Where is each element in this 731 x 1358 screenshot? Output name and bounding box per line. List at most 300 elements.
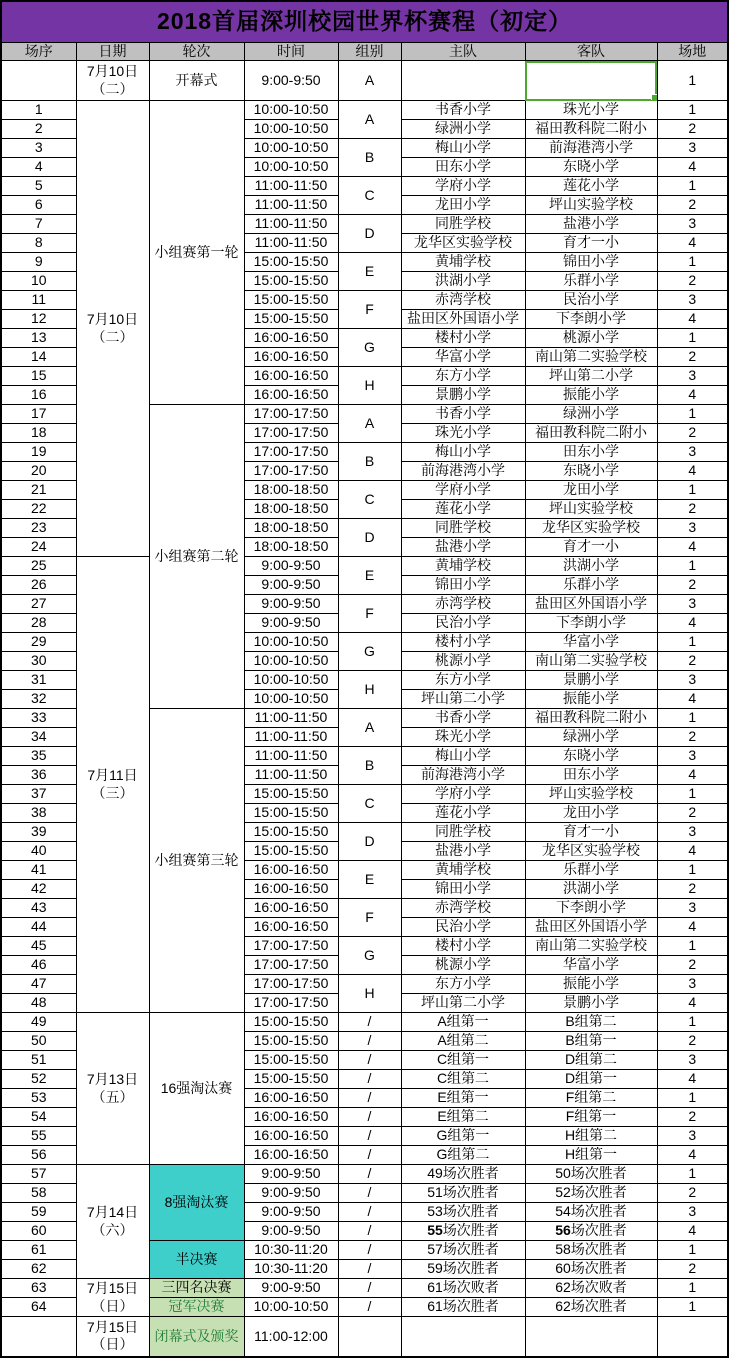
cell-group[interactable]: G [338, 937, 401, 975]
cell-time[interactable]: 10:30-11:20 [244, 1241, 338, 1260]
cell-venue[interactable]: 3 [657, 899, 728, 918]
cell-time[interactable]: 10:00-10:50 [244, 101, 338, 120]
cell-no[interactable]: 21 [1, 481, 76, 500]
cell-group[interactable]: G [338, 633, 401, 671]
cell-venue[interactable]: 3 [657, 1203, 728, 1222]
cell-time[interactable]: 17:00-17:50 [244, 975, 338, 994]
cell-time[interactable]: 11:00-11:50 [244, 215, 338, 234]
cell-time[interactable]: 15:00-15:50 [244, 842, 338, 861]
cell-time[interactable]: 15:00-15:50 [244, 785, 338, 804]
cell-no[interactable]: 14 [1, 348, 76, 367]
cell-time[interactable]: 10:00-10:50 [244, 120, 338, 139]
cell-venue[interactable]: 2 [657, 120, 728, 139]
cell-group[interactable]: B [338, 443, 401, 481]
cell-away[interactable]: 南山第二实验学校 [525, 348, 657, 367]
cell-home[interactable]: 盐港小学 [401, 842, 525, 861]
cell-home[interactable]: 同胜学校 [401, 215, 525, 234]
cell-group[interactable]: / [338, 1241, 401, 1260]
cell-no[interactable]: 54 [1, 1108, 76, 1127]
cell-no[interactable]: 25 [1, 557, 76, 576]
cell-no[interactable]: 50 [1, 1032, 76, 1051]
cell-no[interactable]: 58 [1, 1184, 76, 1203]
cell-home[interactable]: 梅山小学 [401, 443, 525, 462]
cell-away[interactable]: 乐群小学 [525, 576, 657, 595]
cell-away[interactable]: 田东小学 [525, 766, 657, 785]
cell-venue[interactable]: 1 [657, 177, 728, 196]
cell-no[interactable]: 49 [1, 1013, 76, 1032]
cell-round[interactable]: 半决赛 [149, 1241, 244, 1279]
cell-no[interactable]: 36 [1, 766, 76, 785]
cell-home[interactable]: 东方小学 [401, 975, 525, 994]
cell-venue[interactable]: 1 [657, 405, 728, 424]
cell-group[interactable]: / [338, 1127, 401, 1146]
cell-time[interactable]: 9:00-9:50 [244, 595, 338, 614]
cell-time[interactable]: 18:00-18:50 [244, 538, 338, 557]
cell-home[interactable] [401, 1317, 525, 1357]
cell-home[interactable]: 61场次败者 [401, 1279, 525, 1298]
cell-round[interactable]: 小组赛第二轮 [149, 405, 244, 709]
cell-away[interactable]: 58场次胜者 [525, 1241, 657, 1260]
cell-time[interactable]: 10:00-10:50 [244, 690, 338, 709]
cell-no[interactable]: 60 [1, 1222, 76, 1241]
cell-round[interactable]: 开幕式 [149, 61, 244, 101]
cell-date[interactable]: 7月15日（日） [76, 1317, 149, 1357]
cell-venue[interactable]: 3 [657, 1127, 728, 1146]
cell-home[interactable]: 坪山第二小学 [401, 994, 525, 1013]
cell-time[interactable]: 18:00-18:50 [244, 481, 338, 500]
header-group[interactable]: 组别 [338, 43, 401, 61]
cell-home[interactable]: 龙田小学 [401, 196, 525, 215]
cell-away[interactable]: 福田教科院二附小 [525, 709, 657, 728]
cell-home[interactable]: 民治小学 [401, 918, 525, 937]
cell-away[interactable]: 景鹏小学 [525, 671, 657, 690]
cell-no[interactable]: 9 [1, 253, 76, 272]
cell-venue[interactable]: 3 [657, 139, 728, 158]
cell-venue[interactable]: 3 [657, 367, 728, 386]
cell-home[interactable]: 53场次胜者 [401, 1203, 525, 1222]
cell-home[interactable]: 珠光小学 [401, 728, 525, 747]
cell-group[interactable]: / [338, 1013, 401, 1032]
cell-away[interactable]: B组第二 [525, 1013, 657, 1032]
cell-away[interactable]: 盐田区外国语小学 [525, 918, 657, 937]
cell-date[interactable]: 7月10日（二） [76, 61, 149, 101]
cell-time[interactable]: 10:00-10:50 [244, 139, 338, 158]
cell-home[interactable]: 黄埔学校 [401, 861, 525, 880]
cell-away[interactable]: 60场次胜者 [525, 1260, 657, 1279]
cell-group[interactable]: D [338, 519, 401, 557]
cell-venue[interactable]: 2 [657, 880, 728, 899]
cell-group[interactable]: B [338, 747, 401, 785]
cell-time[interactable]: 17:00-17:50 [244, 956, 338, 975]
cell-venue[interactable]: 3 [657, 975, 728, 994]
cell-no[interactable]: 47 [1, 975, 76, 994]
cell-time[interactable]: 15:00-15:50 [244, 1051, 338, 1070]
cell-away[interactable]: 洪湖小学 [525, 880, 657, 899]
cell-no[interactable]: 24 [1, 538, 76, 557]
cell-no[interactable]: 2 [1, 120, 76, 139]
cell-away[interactable]: 育才一小 [525, 538, 657, 557]
cell-away[interactable]: 民治小学 [525, 291, 657, 310]
cell-date[interactable]: 7月14日（六） [76, 1165, 149, 1279]
cell-date[interactable]: 7月11日（三） [76, 557, 149, 1013]
cell-no[interactable]: 28 [1, 614, 76, 633]
cell-no[interactable]: 26 [1, 576, 76, 595]
cell-home[interactable]: 前海港湾小学 [401, 766, 525, 785]
cell-time[interactable]: 15:00-15:50 [244, 1032, 338, 1051]
cell-no[interactable]: 63 [1, 1279, 76, 1298]
cell-home[interactable]: A组第一 [401, 1013, 525, 1032]
cell-away[interactable]: 坪山实验学校 [525, 785, 657, 804]
cell-no[interactable]: 20 [1, 462, 76, 481]
cell-venue[interactable]: 3 [657, 595, 728, 614]
cell-away[interactable]: 莲花小学 [525, 177, 657, 196]
cell-home[interactable]: G组第一 [401, 1127, 525, 1146]
cell-home[interactable]: A组第二 [401, 1032, 525, 1051]
cell-home[interactable]: 59场次胜者 [401, 1260, 525, 1279]
cell-away[interactable]: 乐群小学 [525, 861, 657, 880]
cell-group[interactable]: B [338, 139, 401, 177]
cell-away[interactable]: 乐群小学 [525, 272, 657, 291]
cell-group[interactable]: / [338, 1032, 401, 1051]
cell-time[interactable]: 9:00-9:50 [244, 1184, 338, 1203]
cell-away[interactable]: 下李朗小学 [525, 899, 657, 918]
cell-group[interactable]: F [338, 595, 401, 633]
cell-venue[interactable]: 2 [657, 272, 728, 291]
page-title[interactable]: 2018首届深圳校园世界杯赛程（初定） [1, 1, 728, 43]
cell-no[interactable]: 41 [1, 861, 76, 880]
cell-venue[interactable]: 2 [657, 424, 728, 443]
cell-group[interactable]: F [338, 899, 401, 937]
cell-round[interactable]: 8强淘汰赛 [149, 1165, 244, 1241]
cell-away[interactable]: 东晓小学 [525, 747, 657, 766]
cell-time[interactable]: 16:00-16:50 [244, 880, 338, 899]
cell-no[interactable]: 8 [1, 234, 76, 253]
cell-away[interactable] [525, 1317, 657, 1357]
cell-away[interactable]: 龙华区实验学校 [525, 519, 657, 538]
cell-home[interactable]: G组第二 [401, 1146, 525, 1165]
cell-time[interactable]: 16:00-16:50 [244, 1089, 338, 1108]
cell-away[interactable]: 锦田小学 [525, 253, 657, 272]
cell-no[interactable]: 35 [1, 747, 76, 766]
cell-time[interactable]: 15:00-15:50 [244, 1070, 338, 1089]
cell-time[interactable]: 16:00-16:50 [244, 861, 338, 880]
cell-away[interactable]: 56场次胜者 [525, 1222, 657, 1241]
cell-round[interactable]: 三四名决赛 [149, 1279, 244, 1298]
cell-time[interactable]: 16:00-16:50 [244, 1108, 338, 1127]
cell-venue[interactable]: 4 [657, 462, 728, 481]
cell-home[interactable]: 梅山小学 [401, 139, 525, 158]
header-time[interactable]: 时间 [244, 43, 338, 61]
cell-venue[interactable]: 3 [657, 443, 728, 462]
cell-time[interactable]: 16:00-16:50 [244, 918, 338, 937]
cell-group[interactable]: H [338, 975, 401, 1013]
cell-away[interactable]: 坪山第二小学 [525, 367, 657, 386]
cell-group[interactable]: A [338, 61, 401, 101]
cell-away[interactable]: 龙田小学 [525, 804, 657, 823]
cell-no[interactable]: 15 [1, 367, 76, 386]
cell-venue[interactable]: 4 [657, 918, 728, 937]
cell-home[interactable]: 民治小学 [401, 614, 525, 633]
cell-away[interactable]: 50场次胜者 [525, 1165, 657, 1184]
cell-away[interactable]: 田东小学 [525, 443, 657, 462]
cell-away[interactable]: 盐田区外国语小学 [525, 595, 657, 614]
cell-group[interactable]: / [338, 1089, 401, 1108]
cell-home[interactable]: 龙华区实验学校 [401, 234, 525, 253]
cell-time[interactable]: 17:00-17:50 [244, 937, 338, 956]
cell-no[interactable]: 11 [1, 291, 76, 310]
cell-group[interactable]: E [338, 861, 401, 899]
cell-home[interactable]: 莲花小学 [401, 804, 525, 823]
cell-home[interactable]: 书香小学 [401, 709, 525, 728]
cell-home[interactable]: 梅山小学 [401, 747, 525, 766]
cell-no[interactable]: 56 [1, 1146, 76, 1165]
cell-away[interactable]: 东晓小学 [525, 158, 657, 177]
cell-no[interactable]: 51 [1, 1051, 76, 1070]
cell-venue[interactable]: 4 [657, 766, 728, 785]
cell-away[interactable]: 景鹏小学 [525, 994, 657, 1013]
cell-group[interactable]: H [338, 671, 401, 709]
cell-no[interactable]: 31 [1, 671, 76, 690]
cell-time[interactable]: 16:00-16:50 [244, 899, 338, 918]
cell-venue[interactable]: 3 [657, 747, 728, 766]
cell-time[interactable]: 16:00-16:50 [244, 367, 338, 386]
cell-away[interactable]: H组第一 [525, 1146, 657, 1165]
cell-group[interactable]: C [338, 177, 401, 215]
cell-venue[interactable]: 4 [657, 158, 728, 177]
cell-home[interactable]: 盐港小学 [401, 538, 525, 557]
cell-away[interactable]: 南山第二实验学校 [525, 652, 657, 671]
cell-time[interactable]: 10:00-10:50 [244, 633, 338, 652]
cell-no[interactable]: 53 [1, 1089, 76, 1108]
cell-away[interactable]: 下李朗小学 [525, 614, 657, 633]
cell-group[interactable]: E [338, 253, 401, 291]
cell-time[interactable]: 11:00-11:50 [244, 177, 338, 196]
cell-no[interactable]: 61 [1, 1241, 76, 1260]
cell-venue[interactable]: 4 [657, 614, 728, 633]
cell-no[interactable]: 37 [1, 785, 76, 804]
cell-time[interactable]: 11:00-11:50 [244, 766, 338, 785]
cell-time[interactable]: 11:00-11:50 [244, 747, 338, 766]
cell-home[interactable]: C组第二 [401, 1070, 525, 1089]
cell-group[interactable]: A [338, 405, 401, 443]
cell-home[interactable]: 楼村小学 [401, 937, 525, 956]
cell-no[interactable]: 22 [1, 500, 76, 519]
cell-home[interactable]: 锦田小学 [401, 880, 525, 899]
cell-venue[interactable]: 2 [657, 956, 728, 975]
cell-venue[interactable]: 3 [657, 519, 728, 538]
cell-away[interactable]: 华富小学 [525, 956, 657, 975]
cell-time[interactable]: 10:00-10:50 [244, 652, 338, 671]
cell-venue[interactable]: 1 [657, 1013, 728, 1032]
cell-away[interactable]: 福田教科院二附小 [525, 120, 657, 139]
cell-venue[interactable]: 1 [657, 1241, 728, 1260]
cell-group[interactable]: / [338, 1222, 401, 1241]
cell-group[interactable]: A [338, 101, 401, 139]
cell-time[interactable]: 15:00-15:50 [244, 253, 338, 272]
cell-time[interactable]: 9:00-9:50 [244, 614, 338, 633]
cell-time[interactable]: 17:00-17:50 [244, 405, 338, 424]
cell-home[interactable]: 盐田区外国语小学 [401, 310, 525, 329]
cell-away[interactable]: 振能小学 [525, 975, 657, 994]
header-no[interactable]: 场序 [1, 43, 76, 61]
cell-venue[interactable]: 2 [657, 652, 728, 671]
cell-time[interactable]: 11:00-11:50 [244, 728, 338, 747]
cell-venue[interactable]: 1 [657, 937, 728, 956]
cell-round[interactable]: 小组赛第三轮 [149, 709, 244, 1013]
cell-time[interactable]: 15:00-15:50 [244, 804, 338, 823]
cell-home[interactable]: 同胜学校 [401, 519, 525, 538]
cell-group[interactable]: D [338, 823, 401, 861]
cell-venue[interactable]: 1 [657, 1298, 728, 1317]
cell-time[interactable]: 11:00-11:50 [244, 234, 338, 253]
cell-group[interactable]: A [338, 709, 401, 747]
cell-away[interactable]: 盐港小学 [525, 215, 657, 234]
cell-venue[interactable]: 3 [657, 1051, 728, 1070]
cell-venue[interactable]: 4 [657, 1222, 728, 1241]
cell-group[interactable]: / [338, 1165, 401, 1184]
cell-venue[interactable]: 4 [657, 538, 728, 557]
cell-venue[interactable]: 2 [657, 500, 728, 519]
cell-no[interactable]: 29 [1, 633, 76, 652]
cell-venue[interactable]: 1 [657, 253, 728, 272]
cell-away[interactable]: 育才一小 [525, 823, 657, 842]
cell-group[interactable]: / [338, 1279, 401, 1298]
cell-group[interactable]: / [338, 1298, 401, 1317]
header-home[interactable]: 主队 [401, 43, 525, 61]
cell-venue[interactable]: 2 [657, 1184, 728, 1203]
cell-home[interactable]: 同胜学校 [401, 823, 525, 842]
cell-no[interactable]: 44 [1, 918, 76, 937]
cell-group[interactable]: / [338, 1108, 401, 1127]
cell-venue[interactable]: 4 [657, 690, 728, 709]
cell-time[interactable]: 10:00-10:50 [244, 158, 338, 177]
cell-venue[interactable]: 2 [657, 1032, 728, 1051]
cell-away[interactable]: 桃源小学 [525, 329, 657, 348]
cell-home[interactable]: 书香小学 [401, 405, 525, 424]
cell-venue[interactable]: 1 [657, 633, 728, 652]
cell-time[interactable]: 15:00-15:50 [244, 291, 338, 310]
cell-home[interactable]: E组第一 [401, 1089, 525, 1108]
cell-no[interactable]: 62 [1, 1260, 76, 1279]
cell-home[interactable]: 57场次胜者 [401, 1241, 525, 1260]
cell-no[interactable]: 45 [1, 937, 76, 956]
cell-away[interactable]: 龙华区实验学校 [525, 842, 657, 861]
header-away[interactable]: 客队 [525, 43, 657, 61]
cell-home[interactable]: 赤湾学校 [401, 595, 525, 614]
cell-time[interactable]: 15:00-15:50 [244, 1013, 338, 1032]
cell-away[interactable]: 54场次胜者 [525, 1203, 657, 1222]
cell-venue[interactable]: 1 [657, 101, 728, 120]
cell-home[interactable]: 东方小学 [401, 671, 525, 690]
cell-home[interactable]: 赤湾学校 [401, 291, 525, 310]
cell-away[interactable]: 绿洲小学 [525, 728, 657, 747]
cell-away[interactable]: 坪山实验学校 [525, 196, 657, 215]
cell-no[interactable] [1, 1317, 76, 1357]
cell-home[interactable]: 学府小学 [401, 177, 525, 196]
cell-no[interactable]: 12 [1, 310, 76, 329]
cell-time[interactable]: 11:00-12:00 [244, 1317, 338, 1357]
cell-group[interactable]: H [338, 367, 401, 405]
cell-time[interactable]: 15:00-15:50 [244, 823, 338, 842]
cell-time[interactable]: 15:00-15:50 [244, 310, 338, 329]
cell-venue[interactable]: 2 [657, 196, 728, 215]
cell-home[interactable]: 前海港湾小学 [401, 462, 525, 481]
cell-no[interactable]: 3 [1, 139, 76, 158]
cell-venue[interactable]: 2 [657, 576, 728, 595]
cell-venue[interactable]: 2 [657, 348, 728, 367]
cell-venue[interactable]: 4 [657, 386, 728, 405]
cell-venue[interactable]: 1 [657, 1165, 728, 1184]
cell-away[interactable]: F组第一 [525, 1108, 657, 1127]
cell-time[interactable]: 9:00-9:50 [244, 1222, 338, 1241]
cell-no[interactable]: 40 [1, 842, 76, 861]
cell-home[interactable]: 61场次胜者 [401, 1298, 525, 1317]
cell-no[interactable]: 57 [1, 1165, 76, 1184]
cell-venue[interactable]: 1 [657, 709, 728, 728]
cell-time[interactable]: 9:00-9:50 [244, 1203, 338, 1222]
cell-away[interactable]: 福田教科院二附小 [525, 424, 657, 443]
cell-away[interactable]: 振能小学 [525, 386, 657, 405]
cell-no[interactable]: 52 [1, 1070, 76, 1089]
cell-home[interactable]: 书香小学 [401, 101, 525, 120]
cell-home[interactable]: 楼村小学 [401, 329, 525, 348]
cell-venue[interactable]: 1 [657, 785, 728, 804]
cell-group[interactable]: F [338, 291, 401, 329]
cell-time[interactable]: 16:00-16:50 [244, 329, 338, 348]
cell-away[interactable]: 东晓小学 [525, 462, 657, 481]
cell-no[interactable]: 46 [1, 956, 76, 975]
cell-no[interactable]: 38 [1, 804, 76, 823]
cell-time[interactable]: 18:00-18:50 [244, 500, 338, 519]
cell-date[interactable]: 7月10日（二） [76, 101, 149, 557]
cell-round[interactable]: 小组赛第一轮 [149, 101, 244, 405]
cell-home[interactable]: 洪湖小学 [401, 272, 525, 291]
cell-no[interactable]: 4 [1, 158, 76, 177]
cell-venue[interactable]: 1 [657, 1089, 728, 1108]
cell-time[interactable]: 15:00-15:50 [244, 272, 338, 291]
header-round[interactable]: 轮次 [149, 43, 244, 61]
cell-venue[interactable]: 4 [657, 310, 728, 329]
cell-away[interactable]: F组第二 [525, 1089, 657, 1108]
cell-venue[interactable]: 4 [657, 1070, 728, 1089]
cell-home[interactable]: 东方小学 [401, 367, 525, 386]
cell-no[interactable]: 30 [1, 652, 76, 671]
cell-group[interactable]: / [338, 1146, 401, 1165]
cell-home[interactable] [401, 61, 525, 101]
cell-no[interactable]: 48 [1, 994, 76, 1013]
cell-venue[interactable]: 1 [657, 861, 728, 880]
cell-group[interactable]: C [338, 785, 401, 823]
cell-time[interactable]: 10:00-10:50 [244, 1298, 338, 1317]
cell-away[interactable]: B组第一 [525, 1032, 657, 1051]
cell-home[interactable]: 学府小学 [401, 785, 525, 804]
cell-venue[interactable]: 3 [657, 291, 728, 310]
cell-time[interactable]: 11:00-11:50 [244, 709, 338, 728]
cell-venue[interactable]: 1 [657, 61, 728, 101]
cell-away[interactable]: 下李朗小学 [525, 310, 657, 329]
cell-away[interactable]: 振能小学 [525, 690, 657, 709]
cell-away[interactable]: 珠光小学 [525, 101, 657, 120]
cell-away[interactable]: 育才一小 [525, 234, 657, 253]
cell-no[interactable]: 59 [1, 1203, 76, 1222]
cell-venue[interactable]: 3 [657, 671, 728, 690]
cell-time[interactable]: 17:00-17:50 [244, 443, 338, 462]
cell-no[interactable]: 23 [1, 519, 76, 538]
cell-no[interactable]: 55 [1, 1127, 76, 1146]
cell-away[interactable]: D组第一 [525, 1070, 657, 1089]
cell-home[interactable]: 楼村小学 [401, 633, 525, 652]
cell-venue[interactable]: 1 [657, 557, 728, 576]
